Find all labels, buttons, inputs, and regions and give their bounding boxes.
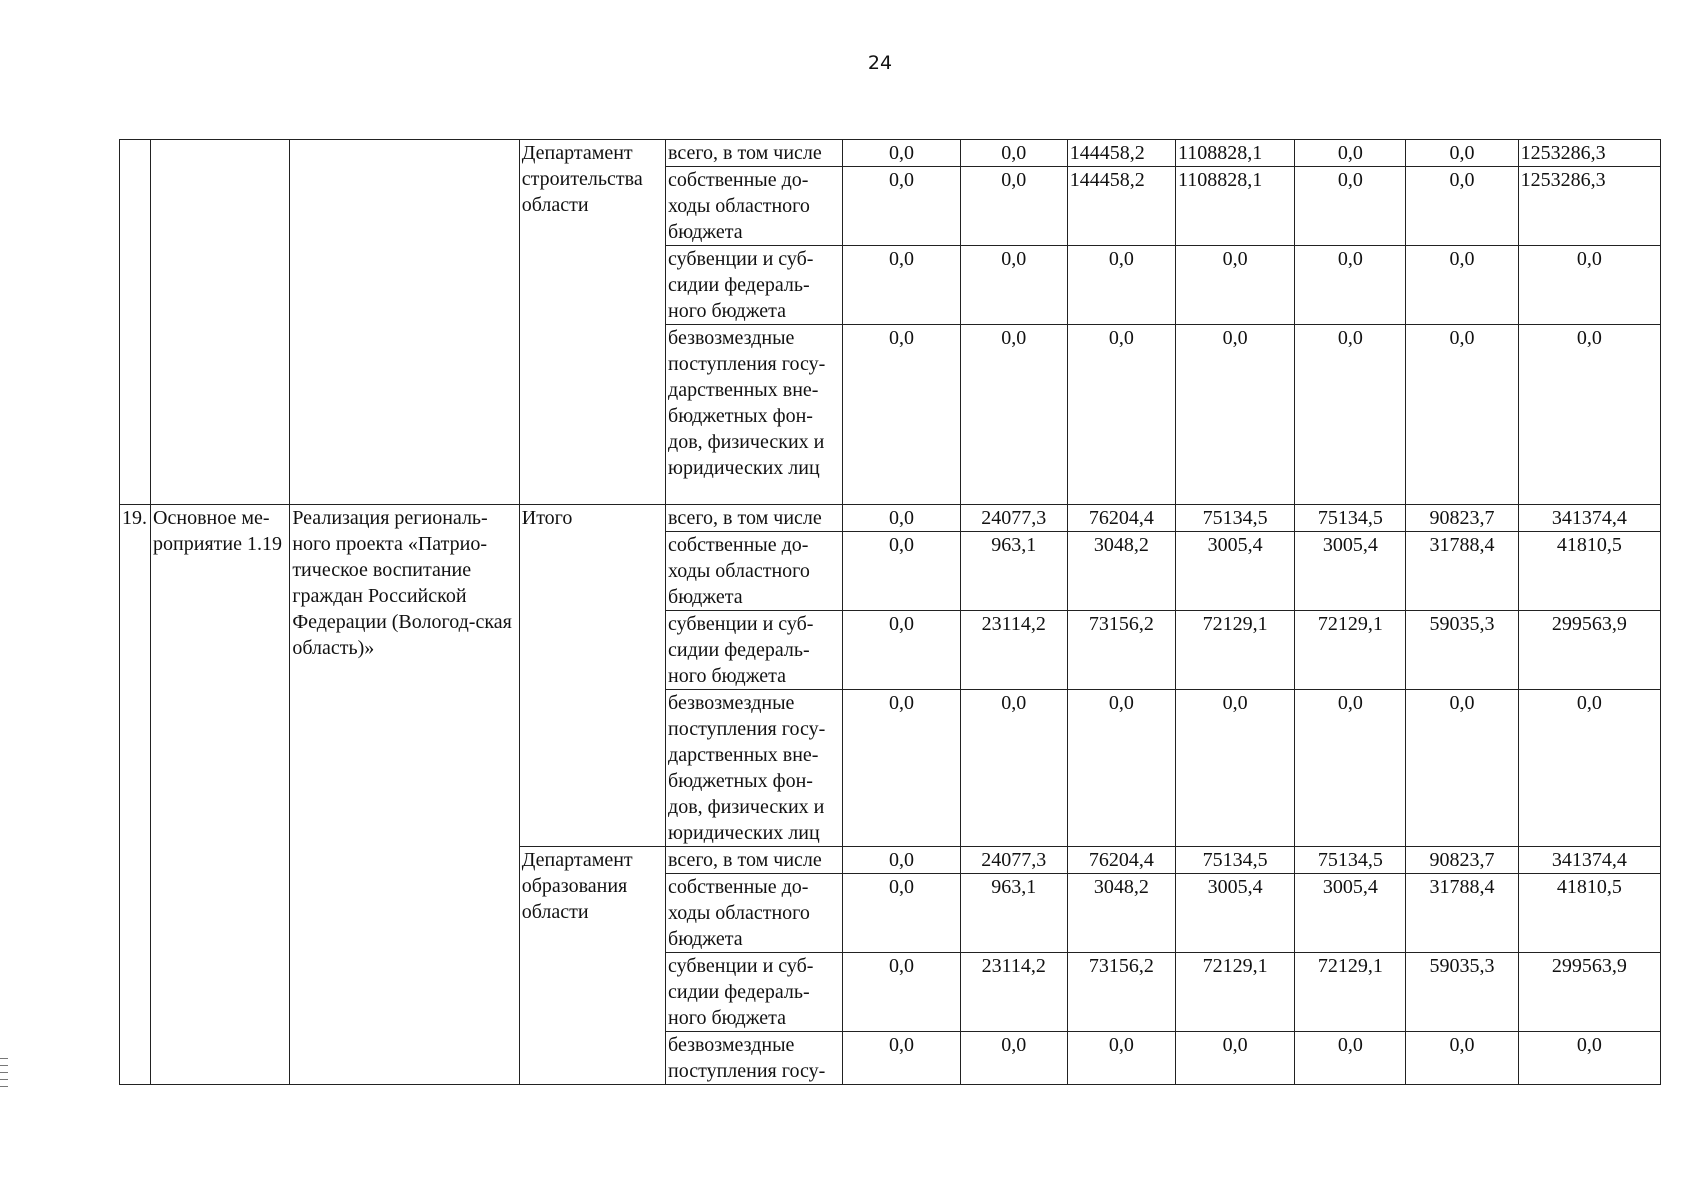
value-cell: 3005,4: [1295, 874, 1406, 953]
value-cell: 0,0: [1176, 690, 1295, 847]
value-cell: 90823,7: [1406, 505, 1518, 532]
funding-type-cell: всего, в том числе: [666, 847, 843, 874]
value-cell: 75134,5: [1295, 847, 1406, 874]
value-cell: 0,0: [1295, 140, 1406, 167]
value-cell: 0,0: [843, 246, 960, 325]
value-cell: 41810,5: [1518, 874, 1660, 953]
value-cell: 3005,4: [1176, 874, 1295, 953]
value-cell: 72129,1: [1295, 953, 1406, 1032]
funding-type-cell: субвенции и суб-сидии федераль-ного бюджета: [666, 246, 843, 325]
executor-cell: Итого: [519, 505, 665, 847]
executor-cell: Департамент строительства области: [519, 140, 665, 505]
number-cell: 19.: [120, 505, 151, 1085]
funding-type-cell: субвенции и суб-сидии федераль-ного бюджета: [666, 611, 843, 690]
event-cell: [151, 140, 290, 505]
value-cell: 963,1: [960, 874, 1067, 953]
value-cell: 75134,5: [1295, 505, 1406, 532]
funding-type-cell: собственные до-ходы областного бюджета: [666, 532, 843, 611]
value-cell: 1253286,3: [1518, 140, 1660, 167]
value-cell: 0,0: [1406, 690, 1518, 847]
value-cell: 0,0: [1406, 167, 1518, 246]
funding-type-cell: безвозмездные поступления госу-: [666, 1032, 843, 1085]
table-row: [120, 140, 1661, 167]
value-cell: 41810,5: [1518, 532, 1660, 611]
value-cell: 3048,2: [1067, 874, 1175, 953]
value-cell: 72129,1: [1295, 611, 1406, 690]
value-cell: 31788,4: [1406, 874, 1518, 953]
funding-type-cell: безвозмездные поступления госу-дарственных вне-бюджетных фон-дов, физических и юридических лиц: [666, 690, 843, 847]
value-cell: 72129,1: [1176, 953, 1295, 1032]
value-cell: 1108828,1: [1176, 140, 1295, 167]
value-cell: 0,0: [1295, 1032, 1406, 1085]
value-cell: 0,0: [960, 140, 1067, 167]
value-cell: 0,0: [1406, 140, 1518, 167]
value-cell: 0,0: [1295, 690, 1406, 847]
value-cell: 299563,9: [1518, 953, 1660, 1032]
value-cell: 0,0: [1067, 1032, 1175, 1085]
executor-cell: Департамент образования области: [519, 847, 665, 1085]
value-cell: 23114,2: [960, 611, 1067, 690]
value-cell: 0,0: [1067, 325, 1175, 505]
value-cell: 0,0: [1518, 325, 1660, 505]
value-cell: 59035,3: [1406, 953, 1518, 1032]
value-cell: 0,0: [1518, 246, 1660, 325]
value-cell: 0,0: [1406, 246, 1518, 325]
value-cell: 0,0: [960, 246, 1067, 325]
value-cell: 0,0: [1176, 246, 1295, 325]
value-cell: 1253286,3: [1518, 167, 1660, 246]
value-cell: 0,0: [1295, 325, 1406, 505]
value-cell: 23114,2: [960, 953, 1067, 1032]
value-cell: 0,0: [843, 847, 960, 874]
value-cell: 144458,2: [1067, 167, 1175, 246]
value-cell: 0,0: [1067, 246, 1175, 325]
value-cell: 1108828,1: [1176, 167, 1295, 246]
event-cell: Основное ме-роприятие 1.19: [151, 505, 290, 1085]
value-cell: 0,0: [1518, 690, 1660, 847]
value-cell: 0,0: [843, 167, 960, 246]
value-cell: 341374,4: [1518, 505, 1660, 532]
value-cell: 3005,4: [1295, 532, 1406, 611]
number-cell: [120, 140, 151, 505]
value-cell: 0,0: [1176, 325, 1295, 505]
value-cell: 31788,4: [1406, 532, 1518, 611]
value-cell: 24077,3: [960, 505, 1067, 532]
value-cell: 0,0: [1176, 1032, 1295, 1085]
value-cell: 0,0: [1067, 690, 1175, 847]
value-cell: 0,0: [843, 505, 960, 532]
name-cell: [290, 140, 519, 505]
budget-table: [119, 139, 1661, 1085]
page-number: 24: [867, 52, 893, 74]
funding-type-cell: собственные до-ходы областного бюджета: [666, 874, 843, 953]
table-row: [120, 505, 1661, 532]
value-cell: 0,0: [1295, 167, 1406, 246]
value-cell: 0,0: [1406, 1032, 1518, 1085]
value-cell: 341374,4: [1518, 847, 1660, 874]
margin-marks: [0, 1058, 8, 1093]
value-cell: 76204,4: [1067, 847, 1175, 874]
value-cell: 0,0: [1518, 1032, 1660, 1085]
value-cell: 0,0: [960, 325, 1067, 505]
value-cell: 90823,7: [1406, 847, 1518, 874]
value-cell: 59035,3: [1406, 611, 1518, 690]
value-cell: 0,0: [843, 611, 960, 690]
value-cell: 0,0: [960, 690, 1067, 847]
value-cell: 144458,2: [1067, 140, 1175, 167]
value-cell: 0,0: [843, 140, 960, 167]
value-cell: 75134,5: [1176, 847, 1295, 874]
value-cell: 72129,1: [1176, 611, 1295, 690]
value-cell: 963,1: [960, 532, 1067, 611]
funding-type-cell: всего, в том числе: [666, 140, 843, 167]
value-cell: 3048,2: [1067, 532, 1175, 611]
value-cell: 0,0: [960, 167, 1067, 246]
value-cell: 76204,4: [1067, 505, 1175, 532]
value-cell: 0,0: [843, 874, 960, 953]
value-cell: 0,0: [1406, 325, 1518, 505]
value-cell: 73156,2: [1067, 953, 1175, 1032]
funding-type-cell: всего, в том числе: [666, 505, 843, 532]
value-cell: 0,0: [1295, 246, 1406, 325]
value-cell: 0,0: [843, 953, 960, 1032]
value-cell: 73156,2: [1067, 611, 1175, 690]
value-cell: 3005,4: [1176, 532, 1295, 611]
value-cell: 0,0: [843, 325, 960, 505]
funding-type-cell: собственные до-ходы областного бюджета: [666, 167, 843, 246]
name-cell: Реализация региональ-ного проекта «Патрио-тическое воспитание граждан Российской Федерации (Вологод-ская область)»: [290, 505, 519, 1085]
funding-type-cell: субвенции и суб-сидии федераль-ного бюджета: [666, 953, 843, 1032]
value-cell: 0,0: [960, 1032, 1067, 1085]
value-cell: 0,0: [843, 532, 960, 611]
value-cell: 0,0: [843, 1032, 960, 1085]
value-cell: 24077,3: [960, 847, 1067, 874]
funding-type-cell: безвозмездные поступления госу-дарственных вне-бюджетных фон-дов, физических и юридических лиц: [666, 325, 843, 505]
value-cell: 0,0: [843, 690, 960, 847]
value-cell: 75134,5: [1176, 505, 1295, 532]
value-cell: 299563,9: [1518, 611, 1660, 690]
